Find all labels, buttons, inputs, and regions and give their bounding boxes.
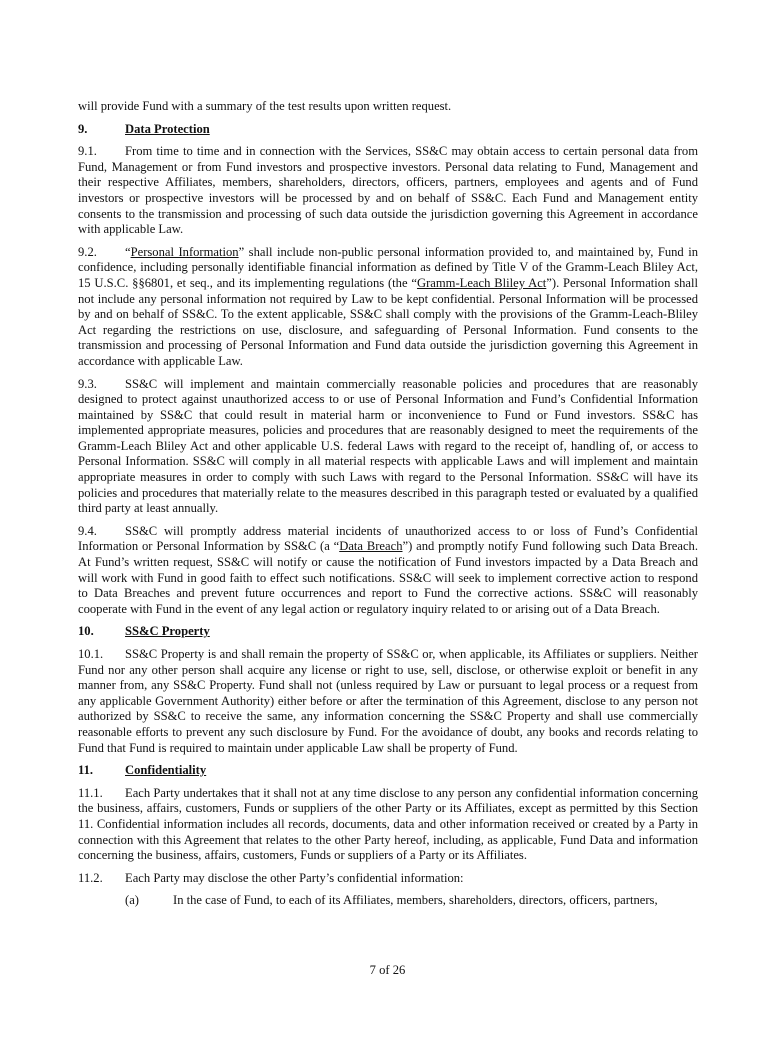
section-title: Data Protection [125,121,210,136]
paragraph-text: ”). Personal Information shall not include any personal information not required by Law to be kept confidential. Personal Information will be processed by and on behalf of SS&C. To the extent applicable, SS&C shall comply with the provisions of the Gramm-Leach-Bliley Act regarding the restrictions on use, disclosure, and safeguarding of Personal Information. Fund consents to the transmission and processing of Personal Information and Fund data outside the jurisdiction governing this Agreement in accordance with applicable Law. [78,275,698,368]
paragraph-text: From time to time and in connection with the Services, SS&C may obtain access to certain personal data from Fund, Management or from Fund investors and prospective investors. Personal data relating to Fund, Management and their respective Affiliates, members, shareholders, directors, officers, partners, employees and agents and of Fund investors or prospective investors will be processed by and on behalf of SS&C. Each Fund and Management entity consents to the transmission and processing of such data outside the jurisdiction governing this Agreement in accordance with applicable Law. [78,144,698,237]
paragraph-number: 9.3. [78,376,97,391]
document-body [78,99,698,909]
open-quote: “ [125,244,131,259]
paragraph-number: 10.1. [78,647,104,661]
intro-line: will provide Fund with a summary of the test results upon written request. [78,99,452,113]
paragraph-number: 9.2. [78,244,97,259]
section-title: SS&C Property [125,624,210,639]
defined-term: Personal Information [130,244,239,259]
paragraph-text: ” shall include non-public personal information provided to, and maintained by, Fund in confidence, including personally identifiable financial information as defined by Title V of the Gramm-Leach Bliley Act, 15 U.S.C. §§6801, et seq., and its implementing regulations (the “ [78,244,699,290]
section-number: 10. [78,624,94,639]
section-heading-10 [78,624,698,640]
paragraph-text: SS&C will implement and maintain commercially reasonable policies and procedures that are reasonably designed to protect against unauthorized access to or use of Personal Information and Fund’s Confidential Information maintained by SS&C that could result in material harm or inconvenience to Fund or Fund investors. SS&C has implemented appropriate measures, policies and procedures that are reasonably designed to meet the requirements of the Gramm-Leach Bliley Act and other applicable U.S. federal Laws with regard to the receipt of, handling of, or access to Personal Information. SS&C will comply in all material respects with applicable Laws and will implement and maintain appropriate measures in order to comply with such Laws with regard to the Personal Information. SS&C will have its policies and procedures that materially relate to the measures described in this paragraph tested or evaluated by a qualified third party at least annually. [78,376,698,516]
section-heading-9 [78,122,698,138]
paragraph-9-1 [78,144,698,238]
paragraph-number: 9.4. [78,523,97,538]
paragraph-9-4 [78,524,698,618]
page-number: 7 of 26 [369,963,406,977]
paragraph-text: Each Party may disclose the other Party’s confidential information: [125,870,464,885]
paragraph-text: SS&C will promptly address material incidents of unauthorized access to or loss of Fund’s Confidential Information or Personal Information by SS&C (a “ [78,523,698,554]
sub-item-label: (a) [125,893,139,908]
defined-term: Gramm-Leach Bliley Act [416,275,547,290]
section-heading-11 [78,763,698,779]
defined-term: Data Breach [339,539,403,554]
paragraph-number: 9.1. [78,144,97,159]
paragraph-text: ”) and promptly notify Fund following such Data Breach. At Fund’s written request, SS&C will notify or cause the notification of Fund investors impacted by a Data Breach and will work with Fund in good faith to effect such notifications. SS&C will seek to implement corrective action to respond to Data Breaches and prevent future occurrences and report to Fund the corrective actions. SS&C will reasonably cooperate with Fund in the event of any legal action or regulatory inquiry related to or arising out of a Data Breach. [78,539,698,616]
paragraph-text: SS&C Property is and shall remain the property of SS&C or, when applicable, its Affiliates or suppliers. Neither Fund nor any other person shall acquire any license or right to use, sell, disclose, or otherwise exploit or benefit in any manner from, any SS&C Property. Fund shall not (unless required by Law or pursuant to legal process or a request from any applicable Government Authority) either before or after the termination of this Agreement, disclose to any person not authorized by SS&C to receive the same, any information concerning the SS&C Property and shall use commercially reasonable efforts to prevent any such disclosure by Fund. For the avoidance of doubt, any books and records relating to Fund that Fund is required to maintain under applicable Law shall be property of Fund. [78,647,698,755]
section-number: 11. [78,763,94,778]
paragraph-10-1 [78,647,698,756]
paragraph-number: 11.1. [78,785,103,800]
paragraph-text: Each Party undertakes that it shall not at any time disclose to any person any confidential information concerning the business, affairs, customers, Funds or suppliers of the other Party or its Affiliates, except as permitted by this Section 11. Confidential information includes all records, documents, data and other information received or created by a Party in connection with this Agreement that relates to the other Party hereof, including, as applicable, Fund Data and information concerning the business, affairs, customers, Funds or suppliers of a Party or its Affiliates. [78,785,698,863]
paragraph-9-3 [78,377,698,517]
section-number: 9. [78,121,88,136]
paragraph-11-2 [78,871,698,887]
paragraph-9-2 [78,245,698,370]
sub-item-text: In the case of Fund, to each of its Affiliates, members, shareholders, directors, officers, partners, [173,893,658,908]
sub-item-a [125,893,698,909]
paragraph-11-1 [78,786,698,864]
section-title: Confidentiality [125,763,207,778]
paragraph-number: 11.2. [78,870,103,885]
